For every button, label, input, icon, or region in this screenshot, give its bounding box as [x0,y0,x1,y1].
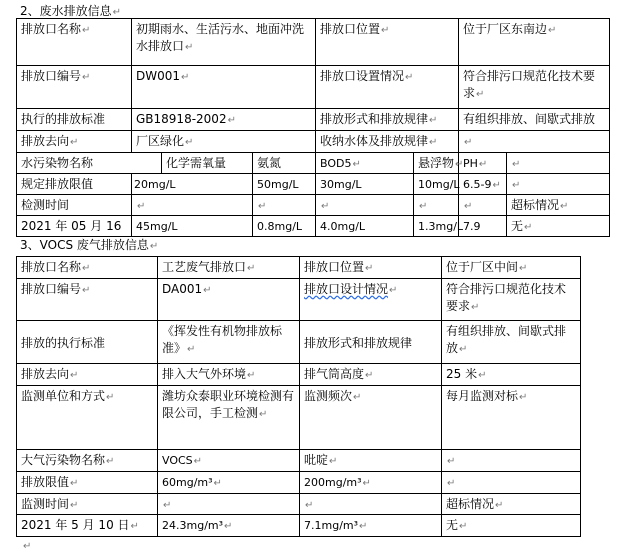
header-cell: PH↵ [459,153,507,174]
value-cell: 超标情况↵ [507,195,610,216]
value-cell: 50mg/L [253,174,316,195]
value-cell: 吡啶↵ [300,450,442,472]
section-title: 2、废水排放信息 [20,4,112,18]
table-row [17,257,581,279]
value-cell: 超标情况↵ [442,494,581,515]
table-row [17,472,581,494]
label-cell: 排放形式和排放规律 [300,321,442,364]
value-cell: DW001↵ [132,66,316,109]
value-cell: 工艺废气排放口↵ [158,257,300,279]
value-cell: ↵ [459,195,507,216]
value-cell: 无↵ [442,515,581,537]
wastewater-table [16,18,610,237]
value-cell: 厂区绿化↵ [132,131,316,153]
label-cell: 排放口编号↵ [17,279,158,321]
label-cell: 监测频次↵ [300,386,442,450]
value-cell: 45mg/L [132,216,253,237]
exhaust-gas-table [16,256,581,537]
value-cell: DA001↵ [158,279,300,321]
table-row [17,153,610,174]
label-cell: 水污染物名称 [17,153,162,174]
paragraph-mark: ↵ [23,541,32,552]
label-cell: 排放口位置↵ [316,19,459,66]
table-row [17,131,610,153]
label-cell: 收纳水体及排放规律↵ [316,131,459,153]
value-cell: 6.5-9↵ [459,174,507,195]
label-cell: 执行的排放标准 [17,109,132,131]
label-cell: 排放限值↵ [17,472,158,494]
value-cell: 0.8mg/L [253,216,316,237]
value-cell: 7.9 [459,216,507,237]
table-row [17,19,610,66]
value-cell: 符合排污口规范化技术要求↵ [442,279,581,321]
table-row [17,109,610,131]
table-row [17,195,610,216]
value-cell: 30mg/L [316,174,414,195]
value-cell: ↵ [442,472,581,494]
value-cell: GB18918-2002↵ [132,109,316,131]
table-row [17,66,610,109]
value-cell: 初期雨水、生活污水、地面冲洗水排放口↵ [132,19,316,66]
value-cell: 《挥发性有机物排放标准》↵ [158,321,300,364]
value-cell: 潍坊众泰职业环境检测有限公司，手工检测↵ [158,386,300,450]
label-cell: 排放口编号↵ [17,66,132,109]
paragraph-mark: ↵ [112,7,122,18]
header-cell: 化学需氧量 [162,153,253,174]
value-cell: 位于厂区中间↵ [442,257,581,279]
value-cell: 20mg/L [132,174,253,195]
value-cell: ↵ [316,195,414,216]
paragraph-mark: ↵ [149,241,159,252]
table-row [17,216,610,237]
label-cell: 排放的执行标准 [17,321,158,364]
value-cell: ↵ [459,131,610,153]
header-cell: ↵ [507,153,610,174]
value-cell: 有组织排放、间歇式排放↵ [442,321,581,364]
value-cell: VOCS↵ [158,450,300,472]
value-cell: ↵ [300,494,442,515]
value-cell: 1.3mg/L [414,216,459,237]
label-cell: 规定排放限值 [17,174,132,195]
value-cell: 4.0mg/L [316,216,414,237]
label-cell: 排放口设置情况↵ [316,66,459,109]
value-cell: ↵ [132,195,253,216]
table-row [17,494,581,515]
label-cell: 排放去向↵ [17,131,132,153]
label-cell: 监测时间↵ [17,494,158,515]
table-row [17,386,581,450]
value-cell: 无↵ [507,216,610,237]
label-cell: 大气污染物名称↵ [17,450,158,472]
label-cell: 排放形式和排放规律↵ [316,109,459,131]
value-cell: 200mg/m³↵ [300,472,442,494]
value-cell: 位于厂区东南边↵ [459,19,610,66]
value-cell: ↵ [507,174,610,195]
value-cell: 有组织排放、间歇式排放 [459,109,610,131]
label-cell: 检测时间 [17,195,132,216]
label-cell: 排放去向↵ [17,364,158,386]
end-paragraph [22,538,31,552]
value-cell: 25 米↵ [442,364,581,386]
label-cell: 排放口位置↵ [300,257,442,279]
label-cell: 排放口名称↵ [17,19,132,66]
header-cell: BOD5↵ [316,153,414,174]
exhaust-section-heading [20,238,158,254]
label-cell: 2021 年 5 月 10 日↵ [17,515,158,537]
value-cell: 每月监测对标↵ [442,386,581,450]
header-cell: 氨氮 [253,153,316,174]
table-row [17,450,581,472]
value-cell: ↵ [442,450,581,472]
value-cell: ↵ [158,494,300,515]
value-cell: ↵ [414,195,459,216]
label-cell: 监测单位和方式↵ [17,386,158,450]
label-cell: 排放口设计情况↵ [300,279,442,321]
table-row [17,515,581,537]
value-cell: 7.1mg/m³↵ [300,515,442,537]
section-title: 3、VOCS 废气排放信息 [20,238,149,252]
value-cell: 60mg/m³↵ [158,472,300,494]
value-cell: 24.3mg/m³↵ [158,515,300,537]
value-cell: 符合排污口规范化技术要求↵ [459,66,610,109]
header-cell: 悬浮物↵ [414,153,459,174]
label-cell: 排放口名称↵ [17,257,158,279]
value-cell: 10mg/L [414,174,459,195]
value-cell: ↵ [253,195,316,216]
table-row [17,279,581,321]
table-row [17,174,610,195]
label-cell: 2021 年 05 月 16 [17,216,132,237]
table-row [17,364,581,386]
table-row [17,321,581,364]
label-cell: 排气筒高度↵ [300,364,442,386]
value-cell: 排入大气外环境↵ [158,364,300,386]
